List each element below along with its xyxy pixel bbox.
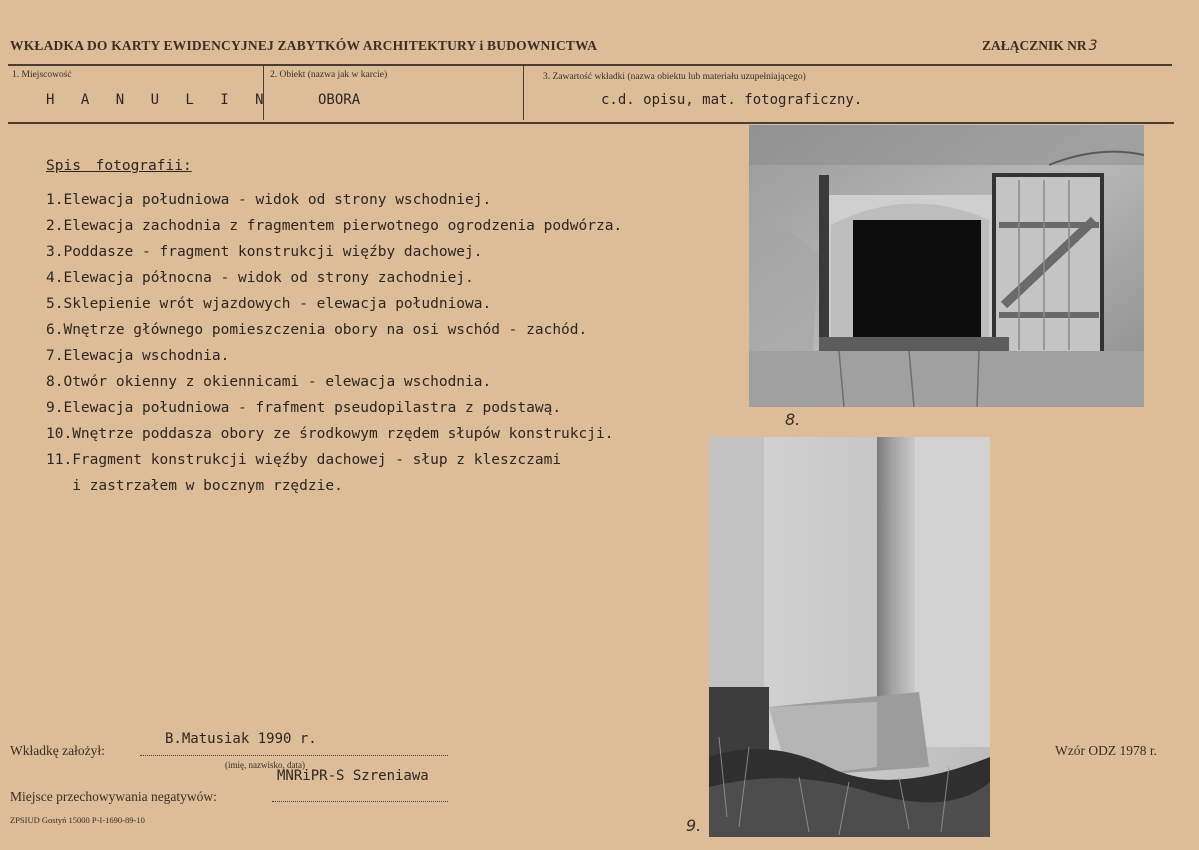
created-by-hint: (imię, nazwisko, data) (225, 760, 305, 770)
storage-line (272, 801, 448, 802)
created-by-label: Wkładkę założył: (10, 743, 105, 758)
storage-value: MNRiPR-S Szreniawa (277, 768, 429, 784)
created-by-value: B.Matusiak 1990 r. (165, 731, 317, 747)
storage-label: Miejsce przechowywania negatywów: (10, 789, 217, 804)
photo-pilaster-base (709, 437, 990, 837)
annex-label (982, 38, 1098, 54)
printer-note: ZPSIUD Gostyń 15000 P-I-1690-89-10 (10, 815, 145, 825)
photo-caption: 8. (785, 410, 801, 429)
list-item: 1.Elewacja południowa - widok od strony wschodniej. (46, 192, 492, 208)
contents-label: 3. Zawartość wkładki (nazwa obiektu lub materiału uzupełniającego) (543, 72, 806, 82)
list-item: 2.Elewacja zachodnia z fragmentem pierwotnego ogrodzenia podwórza. (46, 218, 623, 234)
contents-value: c.d. opisu, mat. fotograficzny. (601, 92, 863, 108)
list-item: 7.Elewacja wschodnia. (46, 348, 230, 364)
photo-list-heading: Spis fotografii: (46, 158, 192, 174)
list-item: 5.Sklepienie wrót wjazdowych - elewacja południowa. (46, 296, 492, 312)
locality-label: 1. Miejscowość (12, 70, 72, 80)
header-rule-bottom (8, 122, 1174, 124)
list-item: 11.Fragment konstrukcji więźby dachowej - słup z kleszczami (46, 452, 562, 468)
annex-label-text: ZAŁĄCZNIK NR (982, 38, 1087, 53)
photo-window-shutters (749, 125, 1144, 407)
list-item: 3.Poddasze - fragment konstrukcji więźby dachowej. (46, 244, 483, 260)
header-rule-top (8, 64, 1172, 66)
list-item: 8.Otwór okienny z okiennicami - elewacja wschodnia. (46, 374, 492, 390)
object-label: 2. Obiekt (nazwa jak w karcie) (270, 70, 388, 80)
photo-pilaster-base-image (709, 437, 990, 837)
created-by-line (140, 755, 448, 756)
list-item: 6.Wnętrze głównego pomieszczenia obory na osi wschód - zachód. (46, 322, 588, 338)
object-value: OBORA (318, 92, 361, 108)
annex-number: 3 (1088, 38, 1098, 54)
list-item: i zastrzałem w bocznym rzędzie. (46, 478, 343, 494)
photo-window-shutters-image (749, 125, 1144, 407)
field-divider-2 (523, 66, 524, 120)
list-item: 9.Elewacja południowa - frafment pseudopilastra z podstawą. (46, 400, 562, 416)
list-item: 4.Elewacja północna - widok od strony zachodniej. (46, 270, 474, 286)
form-version-note: Wzór ODZ 1978 r. (1055, 743, 1157, 758)
photo-caption: 9. (686, 816, 702, 835)
list-item: 10.Wnętrze poddasza obory ze środkowym rzędem słupów konstrukcji. (46, 426, 614, 442)
form-title: WKŁADKA DO KARTY EWIDENCYJNEJ ZABYTKÓW ARCHITEKTURY i BUDOWNICTWA (10, 38, 598, 53)
locality-value: H A N U L I N (46, 92, 273, 108)
